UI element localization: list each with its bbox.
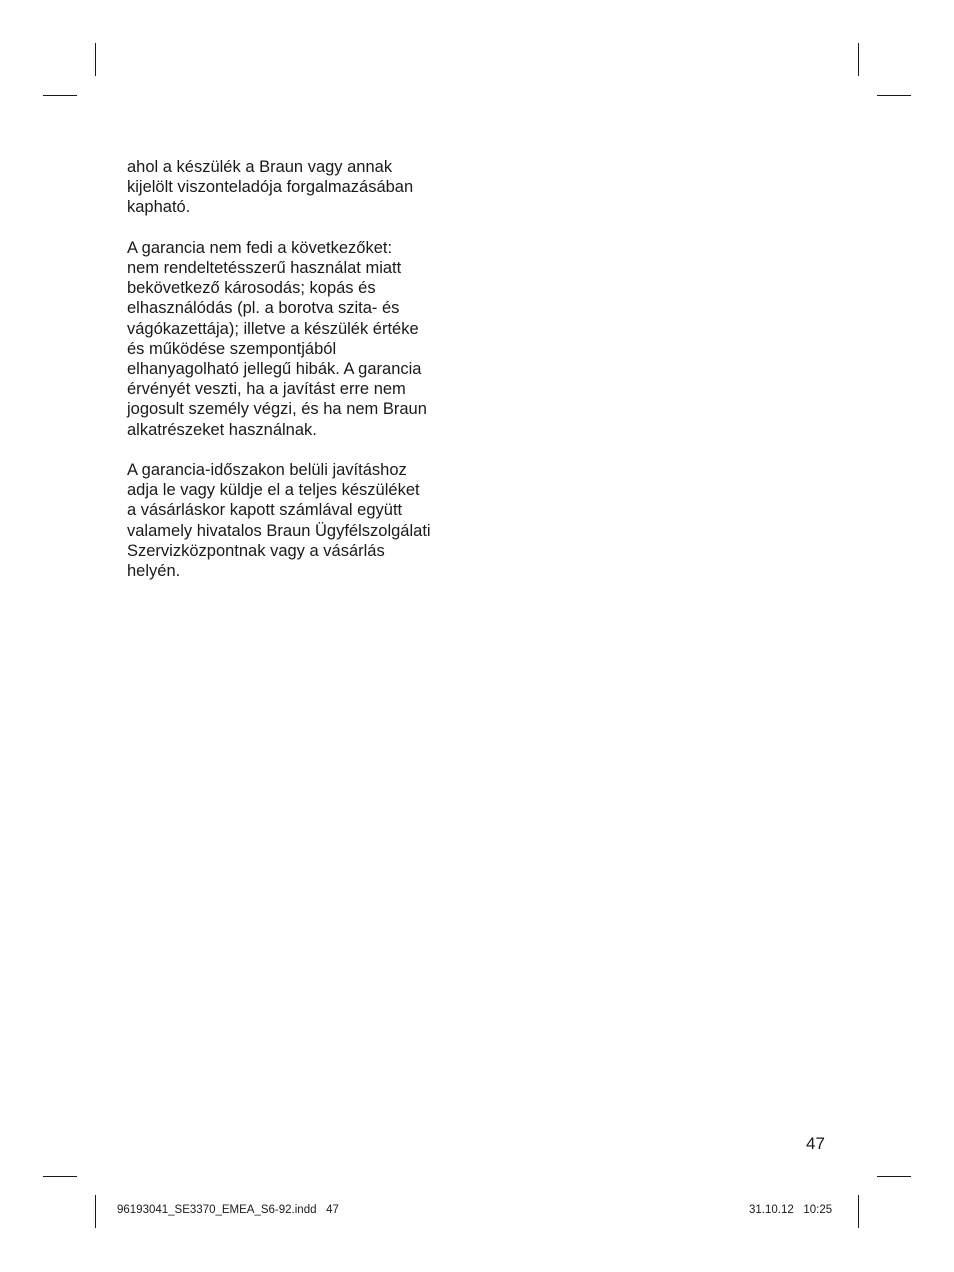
crop-mark-bottom-left-vertical <box>95 1195 96 1228</box>
paragraph-exclusions: A garancia nem fedi a következőket: nem rendeltetésszerű használat miatt bekövetkező károsodás; kopás és elhasználódás (pl. a borotva szita- és vágókazettája); illetve a készülék értéke és működése szempontjából elhanyagolható jellegű hibák. A garancia érvényét veszti, ha a javítást erre nem jogosult személy végzi, és ha nem Braun alkatrészeket használnak. <box>127 238 427 439</box>
file-slug: 96193041_SE3370_EMEA_S6-92.indd 47 <box>117 1204 339 1216</box>
paragraph-repair-procedure: A garancia-időszakon belüli javításhoz adja le vagy küldje el a teljes készüléket a vásárláskor kapott számlával együtt valamely hivatalos Braun Ügyfélszolgálati Szervizközpontnak vagy a vásárlás helyén. <box>127 461 431 581</box>
crop-mark-top-left-horizontal <box>43 95 77 96</box>
paragraph-availability: ahol a készülék a Braun vagy annak kijelölt viszonteladója forgalmazásában kapható. <box>127 158 414 217</box>
page-number: 47 <box>806 1134 825 1153</box>
crop-mark-top-right-horizontal <box>877 95 911 96</box>
text-column <box>127 157 472 601</box>
date-slug: 31.10.12 10:25 <box>749 1204 833 1216</box>
crop-mark-top-right-vertical <box>858 43 859 76</box>
crop-mark-top-left-vertical <box>95 43 96 76</box>
crop-mark-bottom-right-horizontal <box>877 1176 911 1177</box>
crop-mark-bottom-left-horizontal <box>43 1176 77 1177</box>
crop-mark-bottom-right-vertical <box>858 1195 859 1228</box>
